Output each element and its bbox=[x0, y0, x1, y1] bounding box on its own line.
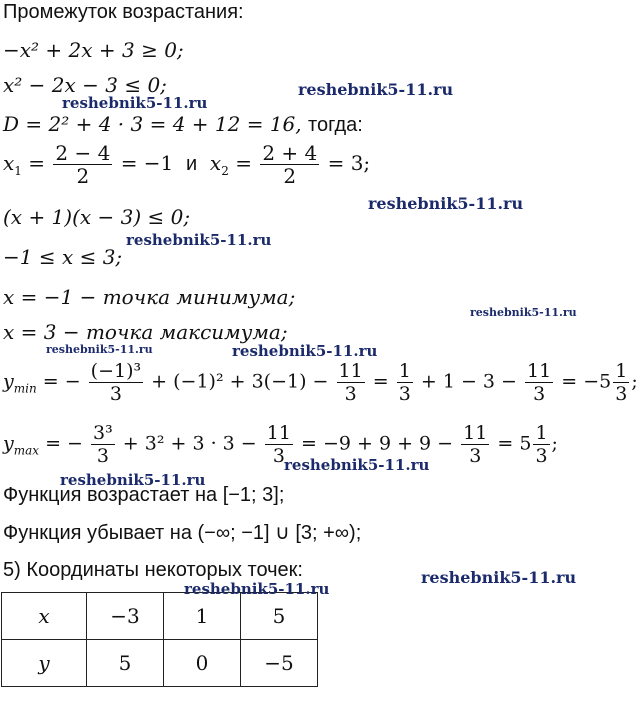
ymin-frac-1-num: (−1)³ bbox=[90, 360, 142, 382]
watermark: reshebnik5-11.ru bbox=[421, 568, 577, 587]
ymin-result: = −5 bbox=[561, 370, 612, 393]
ymax-frac-3-num: 11 bbox=[463, 422, 488, 444]
ymin-mid-2: + 1 − 3 − bbox=[420, 370, 517, 393]
ymax-end: ; bbox=[551, 432, 558, 455]
x1-denominator: 2 bbox=[53, 164, 112, 187]
x2-subscript: 2 bbox=[221, 164, 229, 178]
x2-numerator: 2 + 4 bbox=[262, 141, 318, 165]
ymin-subscript: min bbox=[13, 381, 37, 396]
ymax-mid-2: = −9 + 9 + 9 − bbox=[301, 432, 454, 455]
ymin-frac-2-den: 3 bbox=[337, 382, 365, 405]
ymin-frac-1-den: 3 bbox=[89, 382, 143, 405]
table-cell: 5 bbox=[241, 593, 318, 640]
x1-label: x bbox=[3, 151, 15, 175]
conjunction: и bbox=[186, 153, 198, 175]
watermark: reshebnik5-11.ru bbox=[60, 471, 206, 489]
points-table bbox=[1, 592, 318, 687]
ymax-frac-3 bbox=[461, 422, 489, 467]
interval-inequality: −1 ≤ x ≤ 3; bbox=[3, 245, 123, 269]
x2-label: x bbox=[209, 151, 222, 175]
watermark: reshebnik5-11.ru bbox=[470, 306, 577, 319]
ymax-frac-2-den: 3 bbox=[265, 444, 293, 467]
ymax-frac-4-den: 3 bbox=[535, 445, 548, 467]
ymax-result: = 5 bbox=[497, 432, 532, 455]
ymin-frac-4 bbox=[525, 360, 553, 405]
ymin-frac-2 bbox=[337, 360, 365, 405]
factored-inequality: (x + 1)(x − 3) ≤ 0; bbox=[3, 205, 191, 229]
watermark: reshebnik5-11.ru bbox=[284, 456, 430, 474]
watermark: reshebnik5-11.ru bbox=[298, 80, 454, 99]
x1-fraction bbox=[53, 142, 112, 187]
ymin-frac-3 bbox=[397, 360, 413, 405]
min-point-line bbox=[3, 285, 295, 309]
ymin-end: ; bbox=[631, 370, 638, 393]
watermark: reshebnik5-11.ru bbox=[126, 231, 272, 249]
table-row bbox=[2, 640, 318, 687]
ymin-label: y bbox=[3, 370, 14, 393]
x2-fraction bbox=[260, 142, 319, 187]
ymin-frac-3-num: 1 bbox=[398, 360, 411, 382]
ymax-frac-1 bbox=[91, 422, 115, 467]
ymin-frac-4-den: 3 bbox=[525, 382, 553, 405]
ymax-frac-1-num: 3³ bbox=[93, 422, 113, 444]
ymax-subscript: max bbox=[13, 443, 40, 458]
x2-value: = 3; bbox=[327, 151, 371, 175]
ymax-frac-1-den: 3 bbox=[91, 444, 115, 467]
inequality-1: −x² + 2x + 3 ≥ 0; bbox=[3, 38, 184, 62]
ymax-frac-3-den: 3 bbox=[461, 444, 489, 467]
ymin-frac-5 bbox=[613, 360, 629, 405]
ymax-frac-2-num: 11 bbox=[266, 422, 291, 444]
min-point-text: x = −1 − точка минимума; bbox=[3, 285, 296, 309]
roots-line: $x_1$ = $\frac{2 - 4}{2}$ = −1 и $x_2$ = $\frac{2 + 4}{2}$ = 3; bbox=[3, 141, 371, 188]
ymax-lead: = − bbox=[45, 432, 83, 455]
ymax-label: y bbox=[3, 432, 14, 455]
table-cell: −5 bbox=[241, 640, 318, 687]
x1-subscript: 1 bbox=[14, 164, 22, 178]
points-heading: 5) Координаты некоторых точек: bbox=[3, 559, 303, 581]
x2-denominator: 2 bbox=[260, 164, 319, 187]
table-cell: −3 bbox=[87, 593, 164, 640]
increasing-statement: Функция возрастает на [−1; 3]; bbox=[3, 484, 285, 506]
ymin-frac-2-num: 11 bbox=[338, 360, 363, 382]
x1-value: = −1 bbox=[120, 151, 174, 175]
table-cell: 5 bbox=[87, 640, 164, 687]
inequality-2: x² − 2x − 3 ≤ 0; bbox=[3, 73, 167, 97]
section-heading: Промежуток возрастания: bbox=[3, 1, 244, 23]
watermark: reshebnik5-11.ru bbox=[232, 342, 378, 360]
ymin-frac-3-den: 3 bbox=[398, 383, 411, 405]
watermark: reshebnik5-11.ru bbox=[368, 194, 524, 213]
table-cell: y bbox=[2, 640, 87, 687]
ymin-eq: = bbox=[372, 370, 389, 393]
table-cell: x bbox=[2, 593, 87, 640]
x1-numerator: 2 − 4 bbox=[55, 141, 111, 165]
ymin-frac-1 bbox=[89, 360, 143, 405]
decreasing-statement: Функция убывает на (−∞; −1] ∪ [3; +∞); bbox=[3, 522, 362, 544]
ymin-frac-4-num: 11 bbox=[527, 360, 552, 382]
ymax-frac-4-num: 1 bbox=[535, 422, 548, 444]
ymax-mid: + 3² + 3 · 3 − bbox=[122, 432, 257, 455]
discriminant-line bbox=[3, 112, 363, 137]
ymin-mid: + (−1)² + 3(−1) − bbox=[151, 370, 329, 393]
ymin-frac-5-num: 1 bbox=[615, 360, 628, 382]
table-cell: 0 bbox=[164, 640, 241, 687]
watermark: reshebnik5-11.ru bbox=[46, 343, 153, 356]
discriminant-formula: D = 2² + 4 · 3 = 4 + 12 = 16, bbox=[3, 112, 302, 136]
ymax-frac-4 bbox=[533, 422, 549, 467]
discriminant-tail: тогда: bbox=[308, 114, 363, 136]
table-row bbox=[2, 593, 318, 640]
table-cell: 1 bbox=[164, 593, 241, 640]
watermark: reshebnik5-11.ru bbox=[184, 580, 330, 598]
ymin-frac-5-den: 3 bbox=[615, 383, 628, 405]
ymax-line bbox=[3, 422, 558, 467]
ymin-lead: = − bbox=[42, 370, 81, 393]
max-point-line bbox=[3, 320, 288, 344]
watermark: reshebnik5-11.ru bbox=[62, 94, 208, 112]
ymin-line bbox=[3, 360, 638, 405]
max-point-text: x = 3 − точка максимума; bbox=[3, 320, 288, 344]
